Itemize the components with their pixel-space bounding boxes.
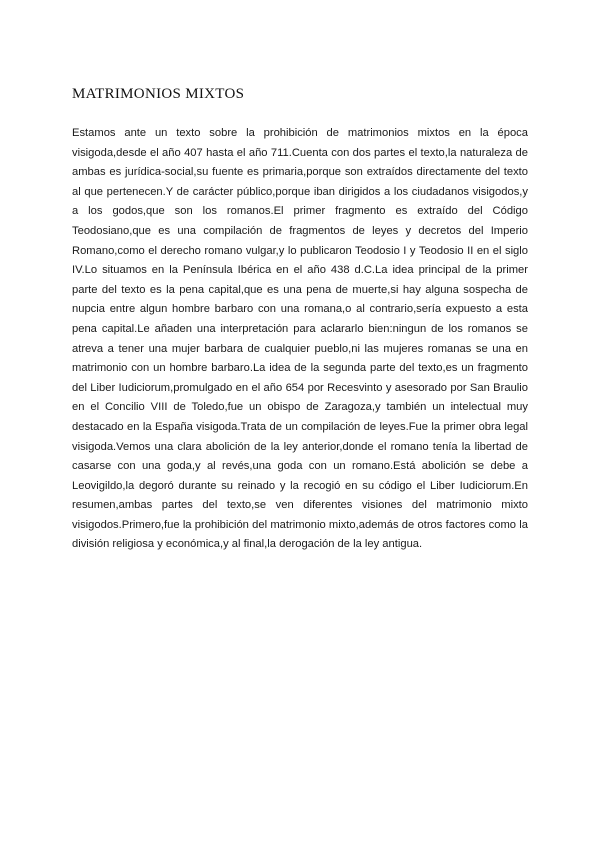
- document-title: MATRIMONIOS MIXTOS: [72, 86, 245, 102]
- document-body-paragraph: Estamos ante un texto sobre la prohibición de matrimonios mixtos en la época visigoda,desde el año 407 hasta el año 711.Cuenta con dos partes el texto,la naturaleza de ambas es jurídica-social,su fuente es primaria,porque son extraídos directamente del texto al que pertenecen.Y de carácter público,porque iban dirigidos a los ciudadanos visigodos,y a los godos,que son los romanos.El primer fragmento es extraído del Código Teodosiano,que es una compilación de fragmentos de leyes y decretos del Imperio Romano,como el derecho romano vulgar,y lo publicaron Teodosio I y Teodosio II en el siglo IV.Lo situamos en la Península Ibérica en el año 438 d.C.La idea principal de la primer parte del texto es la pena capital,que es una pena de muerte,si hay alguna sospecha de nupcia entre algun hombre barbaro con una romana,o al contrario,sería expuesto a esta pena capital.Le añaden una interpretación para aclararlo bien:ningun de los romanos se atreva a tener una mujer barbara de cualquier pueblo,ni las mujeres romanas se una en matrimonio con un hombre barbaro.La idea de la segunda parte del texto,es un fragmento del Liber Iudiciorum,promulgado en el año 654 por Recesvinto y asesorado por San Braulio en el Concilio VIII de Toledo,fue un obispo de Zaragoza,y también un intelectual muy destacado en la España visigoda.Trata de un compilación de leyes.Fue la primer obra legal visigoda.Vemos una clara abolición de la ley anterior,donde el romano tenía la libertad de casarse con una goda,y al revés,una goda con un romano.Está abolición se debe a Leovigildo,la degoró durante su reinado y la recogió en su código el Liber Iudiciorum.En resumen,ambas partes del texto,se ven diferentes visiones del matrimonio mixto visigodos.Primero,fue la prohibición del matrimonio mixto,además de otros factores como la división religiosa y económica,y al final,la derogación de la ley antigua.: [72, 127, 528, 551]
